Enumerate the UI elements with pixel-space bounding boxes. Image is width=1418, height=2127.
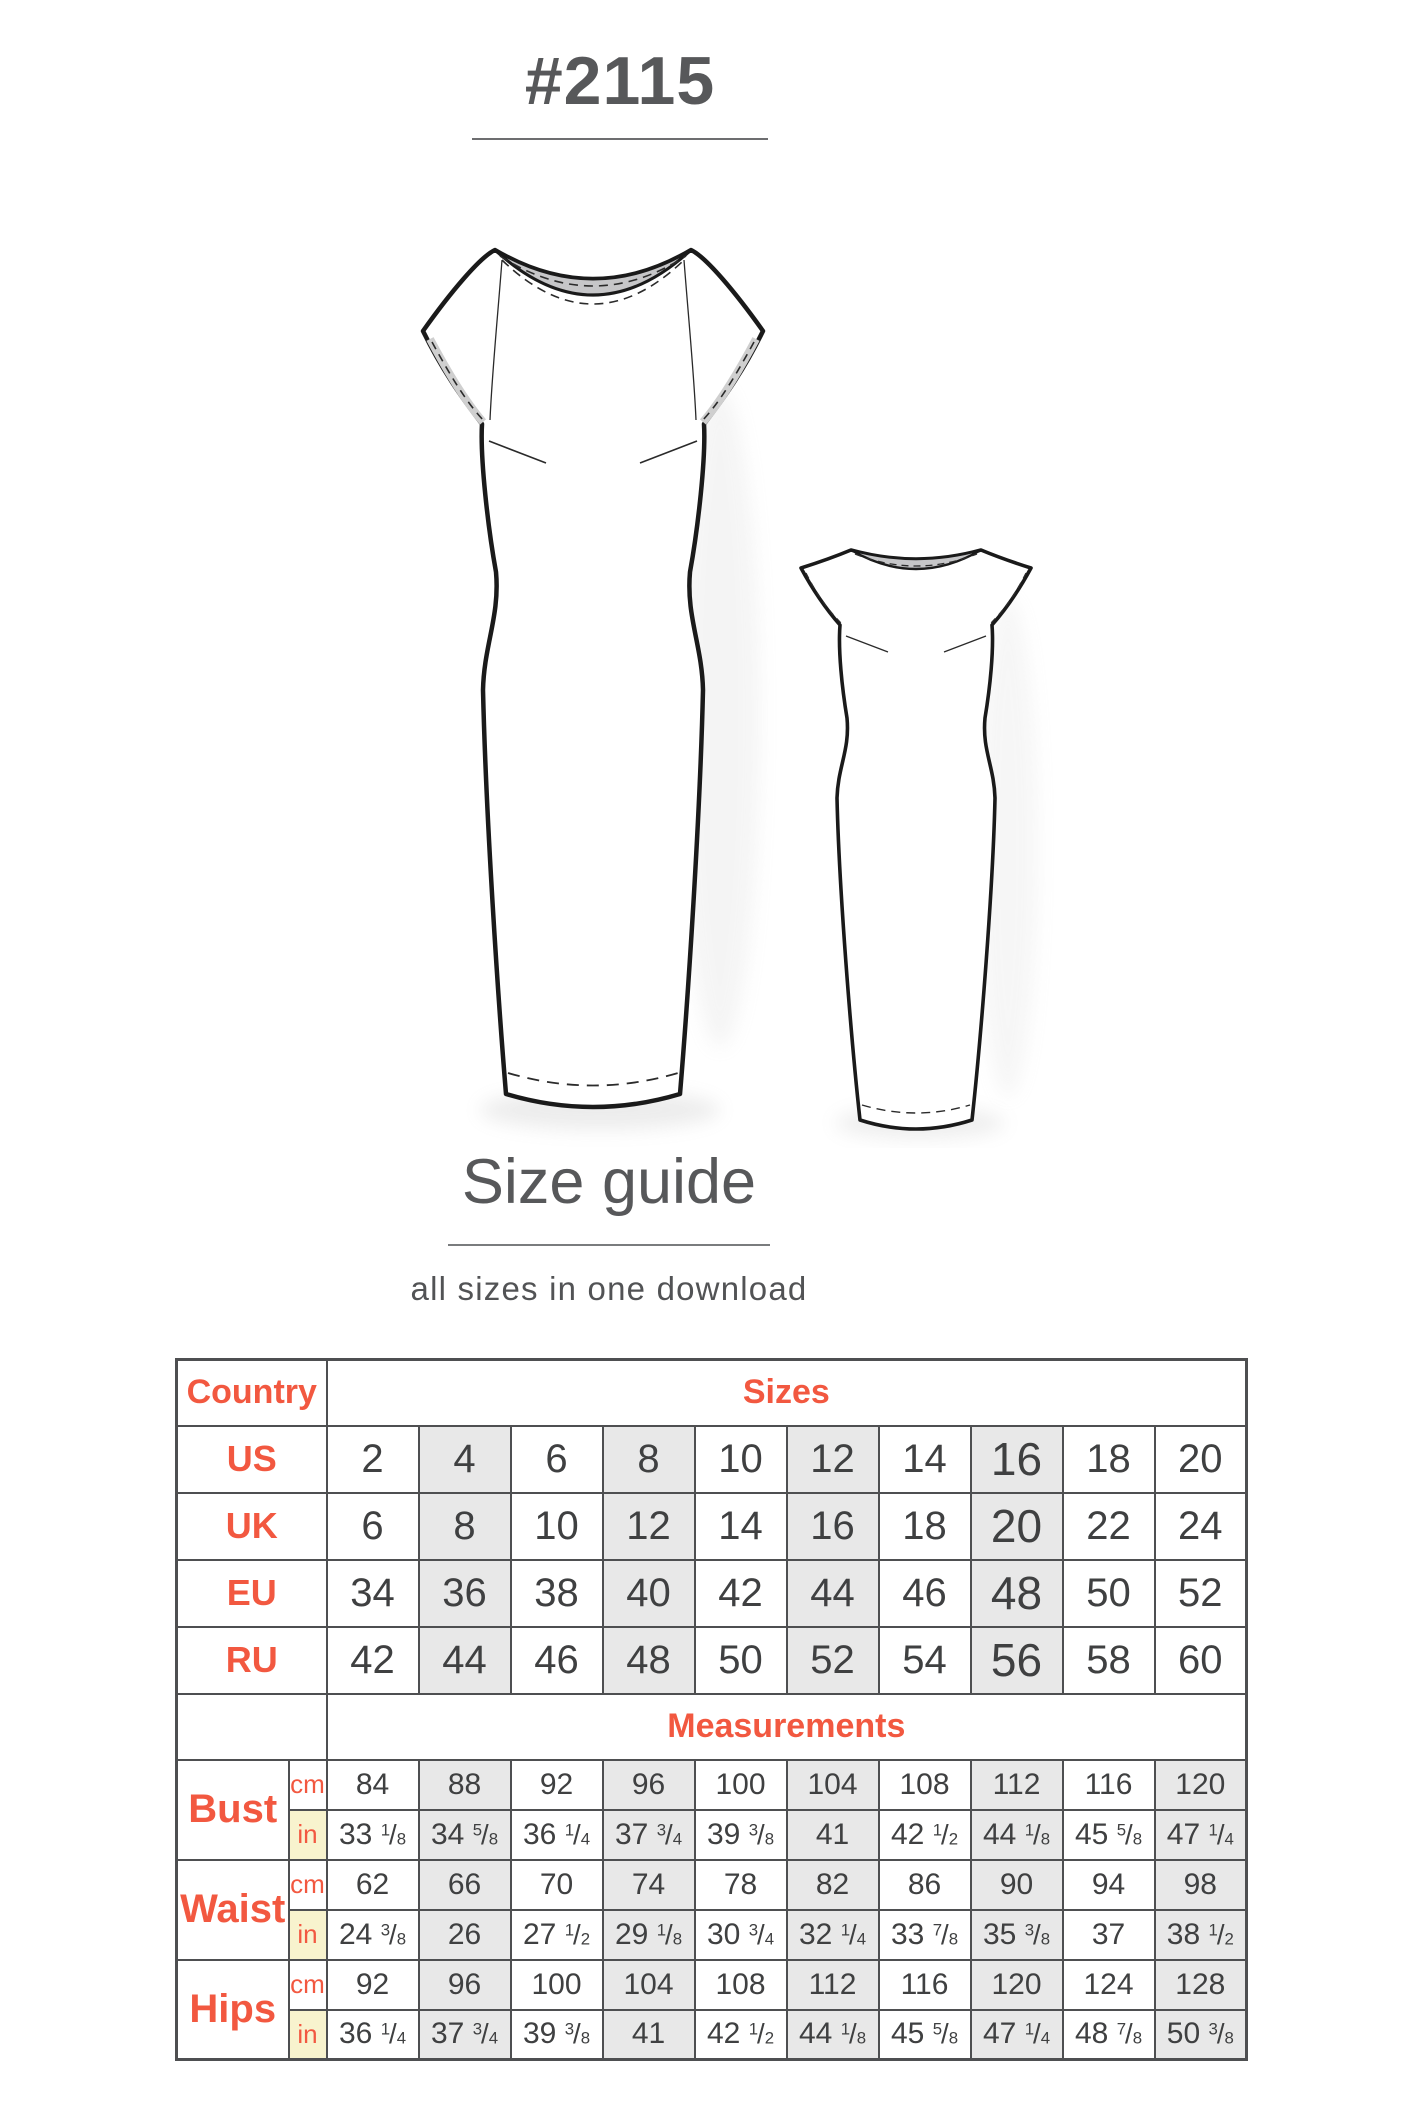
bust-cm-112: 112 [971, 1760, 1063, 1810]
measurement-row-waist-cm [177, 1860, 1247, 1910]
bust-cm-96: 96 [603, 1760, 695, 1810]
size-cell-ru-44: 44 [419, 1627, 511, 1694]
size-cell-us-20: 20 [1155, 1426, 1247, 1493]
bust-cm-120: 120 [1155, 1760, 1247, 1810]
waist-cm-70: 70 [511, 1860, 603, 1910]
unit-in-cell-bust: in [289, 1810, 327, 1860]
size-cell-us-10: 10 [695, 1426, 787, 1493]
size-cell-us-8: 8 [603, 1426, 695, 1493]
pattern-number: #2115 [524, 43, 716, 119]
measurement-label-waist: Waist [177, 1860, 289, 1960]
waist-cm-74: 74 [603, 1860, 695, 1910]
waist-in-32-1-4: 32 $^1/_4$ [787, 1910, 879, 1960]
waist-cm-94: 94 [1063, 1860, 1155, 1910]
unit-cm-cell-hips: cm [289, 1960, 327, 2010]
size-cell-eu-50: 50 [1063, 1560, 1155, 1627]
bust-in-44-1-8: 44 $^1/_8$ [971, 1810, 1063, 1860]
bust-cm-116: 116 [1063, 1760, 1155, 1810]
sizes-header-cell: Sizes [327, 1360, 1247, 1426]
hips-in-45-5-8: 45 $^5/_8$ [879, 2010, 971, 2060]
title-underline [472, 138, 768, 140]
size-cell-eu-52: 52 [1155, 1560, 1247, 1627]
bust-in-39-3-8: 39 $^3/_8$ [695, 1810, 787, 1860]
bust-in-36-1-4: 36 $^1/_4$ [511, 1810, 603, 1860]
hips-in-50-3-8: 50 $^3/_8$ [1155, 2010, 1247, 2060]
measurement-label-hips: Hips [177, 1960, 289, 2060]
hips-cm-112: 112 [787, 1960, 879, 2010]
size-cell-ru-60: 60 [1155, 1627, 1247, 1694]
bust-cm-100: 100 [695, 1760, 787, 1810]
waist-in-29-1-8: 29 $^1/_8$ [603, 1910, 695, 1960]
country-header-cell: Country [177, 1360, 327, 1426]
measurement-label-bust: Bust [177, 1760, 289, 1860]
size-row-ru [177, 1627, 1247, 1694]
hips-cm-92: 92 [327, 1960, 419, 2010]
bust-in-41: 41 [787, 1810, 879, 1860]
pattern-number-block [0, 42, 1240, 140]
size-cell-ru-58: 58 [1063, 1627, 1155, 1694]
size-cell-us-12: 12 [787, 1426, 879, 1493]
size-cell-us-14: 14 [879, 1426, 971, 1493]
size-cell-uk-14: 14 [695, 1493, 787, 1560]
size-cell-uk-20: 20 [971, 1493, 1063, 1560]
waist-cm-78: 78 [695, 1860, 787, 1910]
bust-cm-104: 104 [787, 1760, 879, 1810]
bust-cm-92: 92 [511, 1760, 603, 1810]
hips-cm-120: 120 [971, 1960, 1063, 2010]
hips-in-42-1-2: 42 $^1/_2$ [695, 2010, 787, 2060]
size-cell-ru-56: 56 [971, 1627, 1063, 1694]
measurement-row-hips-cm [177, 1960, 1247, 2010]
size-row-label-us: US [177, 1426, 327, 1493]
bust-in-33-1-8: 33 $^1/_8$ [327, 1810, 419, 1860]
bust-in-34-5-8: 34 $^5/_8$ [419, 1810, 511, 1860]
unit-cm-cell-waist: cm [289, 1860, 327, 1910]
unit-cm-cell-bust: cm [289, 1760, 327, 1810]
bust-in-42-1-2: 42 $^1/_2$ [879, 1810, 971, 1860]
size-cell-uk-6: 6 [327, 1493, 419, 1560]
size-guide-title: Size guide [461, 1147, 757, 1217]
size-row-label-uk: UK [177, 1493, 327, 1560]
bust-cm-84: 84 [327, 1760, 419, 1810]
size-cell-ru-48: 48 [603, 1627, 695, 1694]
waist-cm-90: 90 [971, 1860, 1063, 1910]
hips-cm-96: 96 [419, 1960, 511, 2010]
hips-cm-116: 116 [879, 1960, 971, 2010]
measurement-row-bust-cm [177, 1760, 1247, 1810]
waist-cm-66: 66 [419, 1860, 511, 1910]
size-guide-subtitle: all sizes in one download [410, 1270, 808, 1307]
hips-in-47-1-4: 47 $^1/_4$ [971, 2010, 1063, 2060]
size-cell-eu-42: 42 [695, 1560, 787, 1627]
hips-cm-124: 124 [1063, 1960, 1155, 2010]
size-cell-uk-24: 24 [1155, 1493, 1247, 1560]
size-cell-ru-50: 50 [695, 1627, 787, 1694]
bust-cm-108: 108 [879, 1760, 971, 1810]
waist-in-37: 37 [1063, 1910, 1155, 1960]
waist-cm-98: 98 [1155, 1860, 1247, 1910]
size-row-eu [177, 1560, 1247, 1627]
size-cell-eu-36: 36 [419, 1560, 511, 1627]
size-cell-eu-38: 38 [511, 1560, 603, 1627]
hips-in-37-3-4: 37 $^3/_4$ [419, 2010, 511, 2060]
waist-in-30-3-4: 30 $^3/_4$ [695, 1910, 787, 1960]
hips-in-41: 41 [603, 2010, 695, 2060]
size-cell-ru-54: 54 [879, 1627, 971, 1694]
size-cell-uk-22: 22 [1063, 1493, 1155, 1560]
size-cell-us-16: 16 [971, 1426, 1063, 1493]
waist-in-24-3-8: 24 $^3/_8$ [327, 1910, 419, 1960]
table-header-row [177, 1360, 1247, 1426]
size-cell-us-18: 18 [1063, 1426, 1155, 1493]
unit-in-cell-waist: in [289, 1910, 327, 1960]
size-cell-eu-46: 46 [879, 1560, 971, 1627]
size-cell-eu-40: 40 [603, 1560, 695, 1627]
hips-in-39-3-8: 39 $^3/_8$ [511, 2010, 603, 2060]
size-cell-uk-8: 8 [419, 1493, 511, 1560]
size-cell-ru-52: 52 [787, 1627, 879, 1694]
size-cell-uk-12: 12 [603, 1493, 695, 1560]
bust-in-47-1-4: 47 $^1/_4$ [1155, 1810, 1247, 1860]
waist-in-35-3-8: 35 $^3/_8$ [971, 1910, 1063, 1960]
size-cell-ru-42: 42 [327, 1627, 419, 1694]
hips-cm-128: 128 [1155, 1960, 1247, 2010]
size-row-label-eu: EU [177, 1560, 327, 1627]
size-cell-uk-16: 16 [787, 1493, 879, 1560]
waist-cm-82: 82 [787, 1860, 879, 1910]
size-cell-ru-46: 46 [511, 1627, 603, 1694]
size-cell-us-4: 4 [419, 1426, 511, 1493]
waist-cm-86: 86 [879, 1860, 971, 1910]
size-table [175, 1358, 1248, 2061]
hips-in-36-1-4: 36 $^1/_4$ [327, 2010, 419, 2060]
waist-in-26: 26 [419, 1910, 511, 1960]
bust-cm-88: 88 [419, 1760, 511, 1810]
size-row-uk [177, 1493, 1247, 1560]
size-row-label-ru: RU [177, 1627, 327, 1694]
bust-in-45-5-8: 45 $^5/_8$ [1063, 1810, 1155, 1860]
measurements-header-cell: Measurements [327, 1694, 1247, 1760]
waist-cm-62: 62 [327, 1860, 419, 1910]
measurements-header-row [177, 1694, 1247, 1760]
hips-cm-104: 104 [603, 1960, 695, 2010]
hips-in-44-1-8: 44 $^1/_8$ [787, 2010, 879, 2060]
size-cell-eu-44: 44 [787, 1560, 879, 1627]
size-cell-us-2: 2 [327, 1426, 419, 1493]
dress-illustration [290, 158, 1060, 1148]
size-cell-us-6: 6 [511, 1426, 603, 1493]
measurements-empty-cell [177, 1694, 327, 1760]
bust-in-37-3-4: 37 $^3/_4$ [603, 1810, 695, 1860]
measurement-row-bust-in [177, 1810, 1247, 1860]
size-cell-eu-34: 34 [327, 1560, 419, 1627]
hips-in-48-7-8: 48 $^7/_8$ [1063, 2010, 1155, 2060]
size-row-us [177, 1426, 1247, 1493]
measurement-row-waist-in [177, 1910, 1247, 1960]
hips-cm-100: 100 [511, 1960, 603, 2010]
size-cell-uk-18: 18 [879, 1493, 971, 1560]
waist-in-27-1-2: 27 $^1/_2$ [511, 1910, 603, 1960]
size-guide-block [0, 1146, 1218, 1308]
size-cell-eu-48: 48 [971, 1560, 1063, 1627]
unit-in-cell-hips: in [289, 2010, 327, 2060]
size-guide-underline [448, 1244, 770, 1246]
size-cell-uk-10: 10 [511, 1493, 603, 1560]
measurement-row-hips-in [177, 2010, 1247, 2060]
hips-cm-108: 108 [695, 1960, 787, 2010]
waist-in-38-1-2: 38 $^1/_2$ [1155, 1910, 1247, 1960]
waist-in-33-7-8: 33 $^7/_8$ [879, 1910, 971, 1960]
